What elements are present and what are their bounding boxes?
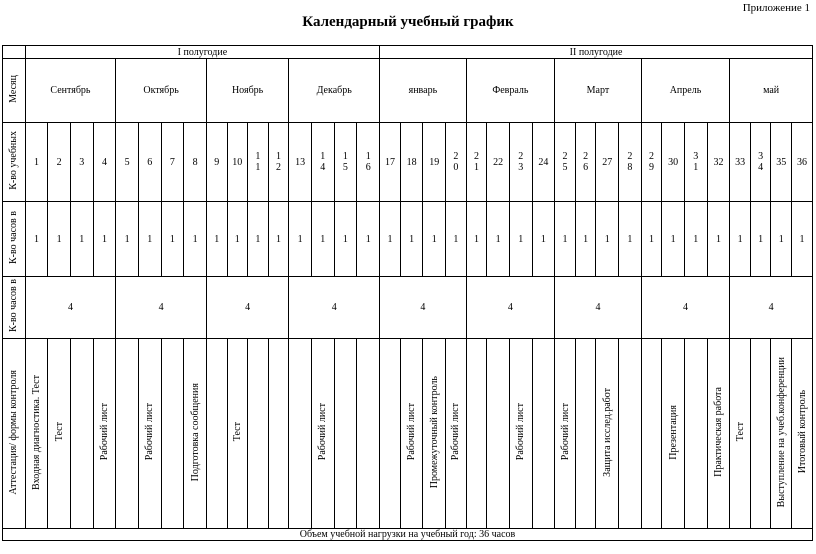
lesson-number-value: 2 8 (627, 151, 633, 173)
control-form (93, 339, 116, 529)
control-form (227, 339, 248, 529)
lesson-number-value: 17 (384, 156, 395, 168)
lesson-number-value: 5 (124, 156, 130, 168)
control-form (311, 339, 334, 529)
month-7: Март (555, 59, 642, 123)
lesson-number (227, 123, 248, 202)
month-8: Апрель (641, 59, 730, 123)
lesson-number-value: 1 6 (365, 151, 371, 173)
lesson-number-value: 27 (602, 156, 613, 168)
hours-per-month: 4 (289, 277, 380, 339)
hours-per-month: 4 (641, 277, 730, 339)
control-form (184, 339, 207, 529)
control-form (641, 339, 662, 529)
lesson-number (248, 123, 269, 202)
lesson-number-value: 1 (33, 156, 39, 168)
hours-per-lesson: 1 (184, 202, 207, 277)
control-form-label: Тест (53, 422, 65, 442)
hours-per-month: 4 (466, 277, 555, 339)
lesson-number-value: 22 (493, 156, 504, 168)
lesson-number-value: 9 (214, 156, 220, 168)
row-header-lessons (3, 123, 26, 202)
lesson-number (206, 123, 227, 202)
row-header-lessons-label: К-во учебных (8, 131, 20, 190)
row-header-control-label: Аттестация/ формы контроля (8, 369, 20, 495)
hours-per-lesson: 1 (48, 202, 71, 277)
hours-per-lesson: 1 (206, 202, 227, 277)
control-form (380, 339, 401, 529)
hours-per-lesson: 1 (532, 202, 555, 277)
lesson-number-value: 3 4 (758, 151, 764, 173)
lesson-number (466, 123, 487, 202)
control-form (466, 339, 487, 529)
lesson-number-value: 19 (429, 156, 440, 168)
hours-per-lesson: 1 (466, 202, 487, 277)
lesson-number (487, 123, 510, 202)
lesson-number-value: 18 (406, 156, 417, 168)
hours-per-month: 4 (25, 277, 116, 339)
hours-per-lesson: 1 (311, 202, 334, 277)
half-1-header: I полугодие (25, 46, 379, 59)
control-form (575, 339, 596, 529)
hours-per-lesson: 1 (792, 202, 813, 277)
lesson-number (684, 123, 707, 202)
lesson-number (184, 123, 207, 202)
lesson-number (311, 123, 334, 202)
lesson-number (93, 123, 116, 202)
control-form-label: Тест (231, 422, 243, 442)
lesson-number-value: 1 1 (255, 151, 261, 173)
lesson-number-value: 36 (797, 156, 808, 168)
lesson-number (289, 123, 312, 202)
hours-per-lesson: 1 (93, 202, 116, 277)
control-form-label: Рабочий лист (144, 403, 156, 461)
hours-per-lesson: 1 (707, 202, 730, 277)
lesson-number (161, 123, 184, 202)
control-form (334, 339, 357, 529)
control-form (357, 339, 380, 529)
lesson-number-value: 2 9 (649, 151, 654, 173)
row-header-hours-week (3, 202, 26, 277)
hours-per-lesson: 1 (509, 202, 532, 277)
control-form (596, 339, 619, 529)
control-form-label: Рабочий лист (515, 403, 527, 461)
lesson-number-value: 3 1 (693, 151, 699, 173)
lesson-number (619, 123, 642, 202)
hours-per-lesson: 1 (400, 202, 423, 277)
hours-per-lesson: 1 (116, 202, 139, 277)
control-form (619, 339, 642, 529)
control-form (792, 339, 813, 529)
lesson-number-value: 33 (735, 156, 746, 168)
control-form (161, 339, 184, 529)
lesson-number-value: 1 4 (320, 151, 326, 173)
hours-per-lesson: 1 (334, 202, 357, 277)
lesson-number-value: 8 (192, 156, 198, 168)
lesson-number (555, 123, 576, 202)
lesson-number (596, 123, 619, 202)
control-form (248, 339, 269, 529)
hours-per-month: 4 (730, 277, 813, 339)
lesson-number (707, 123, 730, 202)
lesson-number-value: 3 (79, 156, 85, 168)
control-form-label: Входная диагностика. Тест (30, 374, 42, 490)
hours-per-lesson: 1 (555, 202, 576, 277)
lesson-number (138, 123, 161, 202)
control-form-label: Рабочий лист (317, 403, 329, 461)
lesson-number-value: 6 (147, 156, 153, 168)
control-form (707, 339, 730, 529)
row-header-hours-week-label: К-во часов в (8, 210, 20, 264)
hours-per-lesson: 1 (357, 202, 380, 277)
hours-per-lesson: 1 (227, 202, 248, 277)
hours-per-lesson: 1 (487, 202, 510, 277)
hours-per-lesson: 1 (423, 202, 446, 277)
footer-note: Объем учебной нагрузки на учебный год: 36 часов (3, 529, 813, 541)
hours-per-lesson: 1 (268, 202, 289, 277)
control-form (423, 339, 446, 529)
month-3: Ноябрь (206, 59, 288, 123)
row-header-month (3, 59, 26, 123)
control-form-label: Рабочий лист (98, 403, 110, 461)
lesson-number-value: 2 (56, 156, 62, 168)
control-form-label: Рабочий лист (406, 403, 418, 461)
control-form (662, 339, 685, 529)
hours-per-lesson: 1 (771, 202, 792, 277)
lesson-number-value: 32 (713, 156, 724, 168)
lesson-number (792, 123, 813, 202)
lesson-number-value: 1 5 (342, 151, 348, 173)
hours-per-month: 4 (116, 277, 207, 339)
hours-per-month: 4 (380, 277, 467, 339)
control-form-label: Презентация (667, 404, 679, 460)
control-form (289, 339, 312, 529)
lesson-number (641, 123, 662, 202)
lesson-number (750, 123, 771, 202)
lesson-number-value: 24 (538, 156, 549, 168)
month-9: май (730, 59, 813, 123)
lesson-number (446, 123, 467, 202)
hours-per-lesson: 1 (446, 202, 467, 277)
lesson-number (268, 123, 289, 202)
lesson-number (771, 123, 792, 202)
control-form-label: Подготовка сообщения (189, 382, 201, 482)
hours-per-lesson: 1 (641, 202, 662, 277)
hours-per-month: 4 (555, 277, 642, 339)
control-form-label: Защита исслед.работ (601, 387, 613, 477)
lesson-number-value: 2 5 (562, 151, 568, 173)
hours-per-lesson: 1 (575, 202, 596, 277)
lesson-number-value: 35 (776, 156, 787, 168)
lesson-number-value: 4 (101, 156, 107, 168)
control-form (487, 339, 510, 529)
hours-per-lesson: 1 (25, 202, 48, 277)
hours-per-lesson: 1 (138, 202, 161, 277)
appendix-label: Приложение 1 (742, 2, 810, 14)
lesson-number (509, 123, 532, 202)
month-4: Декабрь (289, 59, 380, 123)
control-form-label: Рабочий лист (450, 403, 462, 461)
lesson-number-value: 2 1 (473, 151, 479, 173)
lesson-number (400, 123, 423, 202)
lesson-number (116, 123, 139, 202)
lesson-number-value: 1 2 (275, 151, 281, 173)
lesson-number-value: 2 6 (583, 151, 589, 173)
hours-per-lesson: 1 (70, 202, 93, 277)
lesson-number (334, 123, 357, 202)
control-form-label: Рабочий лист (559, 403, 571, 461)
lesson-number-value: 30 (668, 156, 679, 168)
hours-per-lesson: 1 (380, 202, 401, 277)
hours-per-lesson: 1 (750, 202, 771, 277)
lesson-number (532, 123, 555, 202)
row-header-hours-month (3, 277, 26, 339)
control-form (730, 339, 751, 529)
control-form (532, 339, 555, 529)
lesson-number (70, 123, 93, 202)
lesson-number (48, 123, 71, 202)
hours-per-month: 4 (206, 277, 288, 339)
control-form (555, 339, 576, 529)
control-form (750, 339, 771, 529)
lesson-number (357, 123, 380, 202)
lesson-number (380, 123, 401, 202)
hours-per-lesson: 1 (662, 202, 685, 277)
corner-cell (3, 46, 26, 59)
lesson-number (662, 123, 685, 202)
row-header-month-label: Месяц (8, 75, 20, 103)
control-form (446, 339, 467, 529)
control-form (70, 339, 93, 529)
control-form (206, 339, 227, 529)
lesson-number (25, 123, 48, 202)
control-form-label: Тест (734, 422, 746, 442)
page-title: Календарный учебный график (302, 14, 514, 30)
schedule-table (2, 45, 813, 541)
month-2: Октябрь (116, 59, 207, 123)
month-1: Сентябрь (25, 59, 116, 123)
month-5: январь (380, 59, 467, 123)
lesson-number-value: 2 3 (518, 151, 524, 173)
control-form (509, 339, 532, 529)
hours-per-lesson: 1 (619, 202, 642, 277)
control-form (684, 339, 707, 529)
control-form (116, 339, 139, 529)
lesson-number-value: 10 (232, 156, 243, 168)
hours-per-lesson: 1 (730, 202, 751, 277)
hours-per-lesson: 1 (596, 202, 619, 277)
hours-per-lesson: 1 (289, 202, 312, 277)
control-form (400, 339, 423, 529)
half-2-header: II полугодие (380, 46, 813, 59)
lesson-number (730, 123, 751, 202)
control-form-label: Выступление на учеб.конференции (775, 356, 787, 508)
hours-per-lesson: 1 (248, 202, 269, 277)
lesson-number-value: 13 (295, 156, 306, 168)
control-form (771, 339, 792, 529)
control-form-label: Практическая работа (712, 387, 724, 477)
lesson-number-value: 7 (169, 156, 175, 168)
row-header-control (3, 339, 26, 529)
row-header-hours-month-label: К-во часов в (8, 279, 20, 333)
control-form (48, 339, 71, 529)
lesson-number (575, 123, 596, 202)
control-form (138, 339, 161, 529)
hours-per-lesson: 1 (161, 202, 184, 277)
hours-per-lesson: 1 (684, 202, 707, 277)
lesson-number (423, 123, 446, 202)
control-form-label: Промежуточный контроль (428, 375, 440, 489)
lesson-number-value: 2 0 (453, 151, 459, 173)
month-6: Февраль (466, 59, 555, 123)
control-form (268, 339, 289, 529)
control-form-label: Итоговый контроль (796, 390, 808, 474)
control-form (25, 339, 48, 529)
